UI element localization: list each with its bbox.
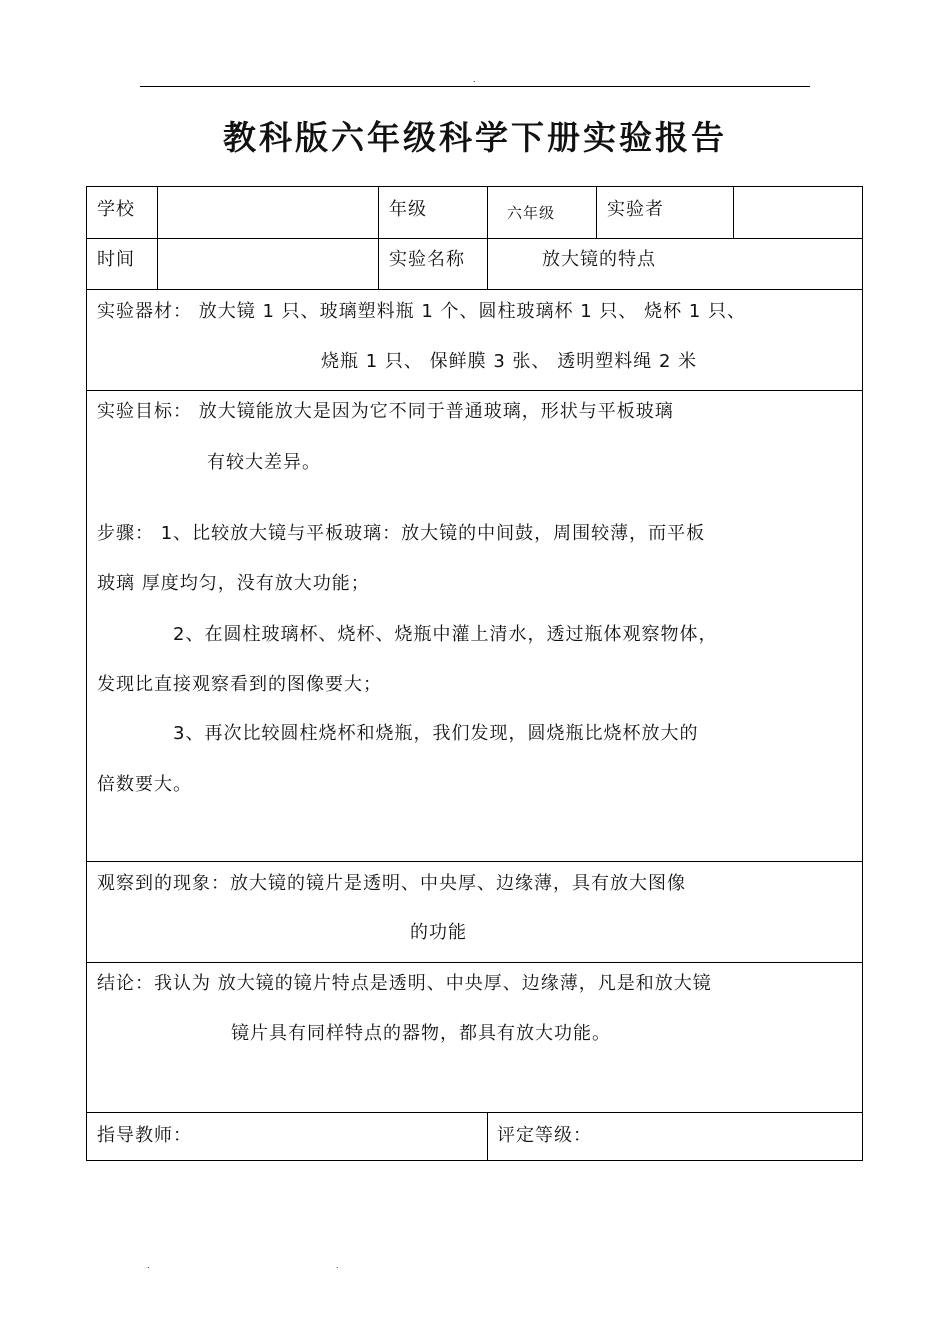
equipment-line-2: 烧瓶 1 只、 保鲜膜 3 张、 透明塑料绳 2 米 bbox=[321, 351, 698, 372]
step-line-5: 3、再次比较圆柱烧杯和烧瓶，我们发现，圆烧瓶比烧杯放大的 bbox=[173, 723, 699, 744]
teacher-label: 指导教师： bbox=[97, 1125, 192, 1146]
step-line-4: 发现比直接观察看到的图像要大； bbox=[97, 674, 382, 695]
bottom-dot: . bbox=[336, 1261, 339, 1270]
grade-value: 六年级 bbox=[507, 204, 556, 222]
page-title: 教科版六年级科学下册实验报告 bbox=[223, 118, 727, 157]
col-divider bbox=[157, 187, 158, 289]
grade-label: 年级 bbox=[389, 199, 427, 220]
row-divider bbox=[87, 1112, 862, 1113]
conclusion-line-1: 结论：我认为 放大镜的镜片特点是透明、中央厚、边缘薄，凡是和放大镜 bbox=[97, 973, 712, 994]
goal-line-1: 实验目标： 放大镜能放大是因为它不同于普通玻璃，形状与平板玻璃 bbox=[97, 401, 674, 422]
step-line-3: 2、在圆柱玻璃杯、烧杯、烧瓶中灌上清水，透过瓶体观察物体， bbox=[173, 624, 718, 645]
row-divider bbox=[87, 861, 862, 862]
report-table bbox=[86, 186, 863, 1161]
step-line-6: 倍数要大。 bbox=[97, 774, 192, 795]
experiment-name-label: 实验名称 bbox=[389, 249, 465, 270]
row-divider bbox=[87, 289, 862, 290]
step-line-2: 玻璃 厚度均匀，没有放大功能； bbox=[97, 573, 370, 594]
step-line-1: 步骤： 1、比较放大镜与平板玻璃：放大镜的中间鼓，周围较薄，而平板 bbox=[97, 523, 706, 544]
experiment-name-value: 放大镜的特点 bbox=[542, 249, 656, 270]
col-divider bbox=[487, 187, 488, 289]
goal-line-2: 有较大差异。 bbox=[207, 452, 321, 473]
bottom-dot: . bbox=[147, 1261, 150, 1270]
col-divider bbox=[733, 187, 734, 238]
time-label: 时间 bbox=[97, 249, 135, 270]
col-divider bbox=[378, 187, 379, 289]
row-divider bbox=[87, 390, 862, 391]
conclusion-line-2: 镜片具有同样特点的器物，都具有放大功能。 bbox=[231, 1023, 611, 1044]
experimenter-label: 实验者 bbox=[607, 199, 664, 220]
observation-line-2: 的功能 bbox=[410, 922, 467, 943]
observation-line-1: 观察到的现象：放大镜的镜片是透明、中央厚、边缘薄，具有放大图像 bbox=[97, 873, 686, 894]
col-divider bbox=[596, 187, 597, 238]
equipment-line-1: 实验器材： 放大镜 1 只、玻璃塑料瓶 1 个、圆柱玻璃杯 1 只、 烧杯 1 只、 bbox=[97, 301, 747, 322]
row-divider bbox=[87, 238, 862, 239]
grade-evaluation-label: 评定等级： bbox=[497, 1125, 592, 1146]
header-rule bbox=[140, 86, 810, 87]
col-divider bbox=[487, 1112, 488, 1161]
header-dot: . bbox=[473, 75, 476, 84]
row-divider bbox=[87, 962, 862, 963]
school-label: 学校 bbox=[97, 199, 135, 220]
